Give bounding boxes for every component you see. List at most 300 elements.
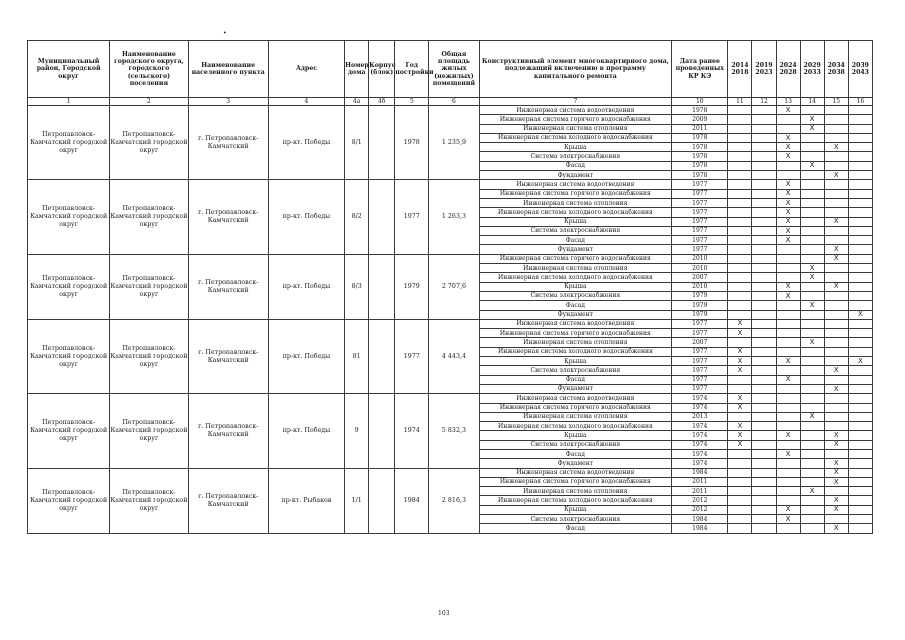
previous-repair-date-cell: 1978 <box>672 143 728 152</box>
period-mark-cell <box>752 124 776 133</box>
house-number-cell: 8/1 <box>345 106 369 180</box>
period-mark-cell <box>800 357 824 366</box>
previous-repair-date-cell: 1977 <box>672 366 728 375</box>
previous-repair-date-cell: 1978 <box>672 171 728 180</box>
element-cell: Инженерная система холодного водоснабжения <box>479 496 672 505</box>
period-mark-cell: X <box>824 431 848 440</box>
element-cell: Инженерная система холодного водоснабжения <box>479 273 672 282</box>
period-mark-cell: X <box>776 217 800 226</box>
period-mark-cell <box>824 422 848 431</box>
period-mark-cell <box>728 468 752 477</box>
column-header: Номер дома <box>345 41 369 98</box>
locality-cell: г. Петропавловск-Камчатский <box>188 468 268 533</box>
period-mark-cell <box>824 403 848 412</box>
period-mark-cell <box>824 301 848 310</box>
previous-repair-date-cell: 2010 <box>672 282 728 291</box>
previous-repair-date-cell: 1978 <box>672 133 728 142</box>
period-mark-cell <box>728 449 752 458</box>
period-mark-cell <box>728 161 752 170</box>
period-mark-cell <box>848 264 872 273</box>
column-header: 2019 2023 <box>752 41 776 98</box>
period-mark-cell: X <box>824 468 848 477</box>
period-mark-cell <box>752 477 776 486</box>
period-mark-cell <box>776 161 800 170</box>
period-mark-cell: X <box>776 208 800 217</box>
period-mark-cell <box>728 496 752 505</box>
period-mark-cell <box>824 338 848 347</box>
period-mark-cell <box>728 505 752 514</box>
element-cell: Система электроснабжения <box>479 291 672 300</box>
column-number: 11 <box>728 98 752 106</box>
period-mark-cell <box>824 264 848 273</box>
period-mark-cell <box>752 505 776 514</box>
element-cell: Инженерная система холодного водоснабжения <box>479 133 672 142</box>
period-mark-cell <box>848 403 872 412</box>
period-mark-cell <box>752 422 776 431</box>
period-mark-cell <box>848 515 872 524</box>
settlement-cell: Петропавловск-Камчатский городской округ <box>110 468 188 533</box>
period-mark-cell <box>728 143 752 152</box>
settlement-cell: Петропавловск-Камчатский городской округ <box>110 319 188 393</box>
area-cell: 1 235,9 <box>429 106 479 180</box>
period-mark-cell <box>728 412 752 421</box>
period-mark-cell <box>848 236 872 245</box>
period-mark-cell <box>752 301 776 310</box>
period-mark-cell: X <box>776 180 800 189</box>
period-mark-cell <box>800 282 824 291</box>
period-mark-cell <box>728 245 752 254</box>
period-mark-cell <box>728 115 752 124</box>
period-mark-cell <box>752 217 776 226</box>
period-mark-cell: X <box>776 505 800 514</box>
previous-repair-date-cell: 1984 <box>672 468 728 477</box>
period-mark-cell <box>800 236 824 245</box>
area-cell: 1 263,3 <box>429 180 479 254</box>
period-mark-cell <box>728 226 752 235</box>
period-mark-cell <box>848 198 872 207</box>
period-mark-cell <box>800 422 824 431</box>
previous-repair-date-cell: 2007 <box>672 273 728 282</box>
period-mark-cell <box>848 384 872 393</box>
period-mark-cell <box>824 449 848 458</box>
period-mark-cell <box>776 329 800 338</box>
period-mark-cell <box>728 198 752 207</box>
period-mark-cell <box>728 273 752 282</box>
period-mark-cell <box>728 217 752 226</box>
period-mark-cell <box>800 384 824 393</box>
period-mark-cell <box>800 254 824 263</box>
period-mark-cell <box>776 347 800 356</box>
settlement-cell: Петропавловск-Камчатский городской округ <box>110 394 188 468</box>
column-number: 6 <box>429 98 479 106</box>
period-mark-cell: X <box>824 524 848 533</box>
period-mark-cell <box>728 208 752 217</box>
element-cell: Инженерная система водоотведения <box>479 319 672 328</box>
period-mark-cell <box>800 291 824 300</box>
period-mark-cell <box>824 106 848 115</box>
period-mark-cell <box>776 115 800 124</box>
period-mark-cell <box>728 515 752 524</box>
period-mark-cell <box>728 254 752 263</box>
previous-repair-date-cell: 2010 <box>672 264 728 273</box>
period-mark-cell <box>848 524 872 533</box>
previous-repair-date-cell: 1974 <box>672 449 728 458</box>
period-mark-cell <box>752 152 776 161</box>
period-mark-cell <box>752 254 776 263</box>
period-mark-cell <box>752 264 776 273</box>
period-mark-cell: X <box>800 264 824 273</box>
period-mark-cell <box>848 301 872 310</box>
period-mark-cell: X <box>776 291 800 300</box>
period-mark-cell <box>752 329 776 338</box>
area-cell: 5 832,3 <box>429 394 479 468</box>
build-year-cell: 1984 <box>395 468 429 533</box>
period-mark-cell <box>848 273 872 282</box>
element-cell: Фундамент <box>479 459 672 468</box>
period-mark-cell <box>824 412 848 421</box>
period-mark-cell <box>752 440 776 449</box>
period-mark-cell <box>752 403 776 412</box>
column-number: 12 <box>752 98 776 106</box>
table-row <box>28 106 873 115</box>
element-cell: Инженерная система холодного водоснабжения <box>479 422 672 431</box>
period-mark-cell: X <box>728 366 752 375</box>
period-mark-cell <box>824 180 848 189</box>
period-mark-cell <box>848 394 872 403</box>
address-cell: пр-кт. Победы <box>268 394 344 468</box>
period-mark-cell: X <box>824 245 848 254</box>
element-cell: Система электроснабжения <box>479 440 672 449</box>
previous-repair-date-cell: 2011 <box>672 487 728 496</box>
period-mark-cell: X <box>776 189 800 198</box>
period-mark-cell <box>776 487 800 496</box>
build-year-cell: 1978 <box>395 106 429 180</box>
block-cell <box>369 468 395 533</box>
period-mark-cell: X <box>776 375 800 384</box>
element-cell: Система электроснабжения <box>479 226 672 235</box>
district-cell: Петропавловск-Камчатский городской округ <box>28 468 110 533</box>
previous-repair-date-cell: 1984 <box>672 524 728 533</box>
period-mark-cell: X <box>728 431 752 440</box>
period-mark-cell: X <box>776 431 800 440</box>
element-cell: Крыша <box>479 282 672 291</box>
period-mark-cell <box>848 180 872 189</box>
period-mark-cell <box>848 171 872 180</box>
block-cell <box>369 319 395 393</box>
period-mark-cell <box>776 403 800 412</box>
build-year-cell: 1977 <box>395 319 429 393</box>
period-mark-cell <box>800 143 824 152</box>
period-mark-cell <box>800 505 824 514</box>
address-cell: пр-кт. Рыбаков <box>268 468 344 533</box>
period-mark-cell: X <box>728 440 752 449</box>
period-mark-cell: X <box>728 319 752 328</box>
previous-repair-date-cell: 1977 <box>672 236 728 245</box>
period-mark-cell <box>800 245 824 254</box>
element-cell: Инженерная система водоотведения <box>479 180 672 189</box>
previous-repair-date-cell: 2012 <box>672 496 728 505</box>
period-mark-cell <box>776 171 800 180</box>
period-mark-cell <box>728 524 752 533</box>
capital-repair-table-sheet <box>27 40 873 534</box>
column-header: Муниципальный район, Городской округ <box>28 41 110 98</box>
previous-repair-date-cell: 1974 <box>672 394 728 403</box>
period-mark-cell <box>752 431 776 440</box>
build-year-cell: 1974 <box>395 394 429 468</box>
locality-cell: г. Петропавловск-Камчатский <box>188 394 268 468</box>
element-cell: Крыша <box>479 217 672 226</box>
element-cell: Система электроснабжения <box>479 366 672 375</box>
period-mark-cell <box>728 384 752 393</box>
previous-repair-date-cell: 1979 <box>672 310 728 319</box>
period-mark-cell <box>728 106 752 115</box>
previous-repair-date-cell: 1977 <box>672 189 728 198</box>
period-mark-cell <box>848 152 872 161</box>
period-mark-cell: X <box>776 106 800 115</box>
period-mark-cell <box>800 375 824 384</box>
block-cell <box>369 254 395 319</box>
district-cell: Петропавловск-Камчатский городской округ <box>28 180 110 254</box>
period-mark-cell: X <box>776 226 800 235</box>
district-cell: Петропавловск-Камчатский городской округ <box>28 394 110 468</box>
column-number: 5 <box>395 98 429 106</box>
period-mark-cell <box>824 226 848 235</box>
period-mark-cell <box>752 226 776 235</box>
period-mark-cell <box>824 375 848 384</box>
period-mark-cell <box>800 226 824 235</box>
period-mark-cell <box>848 189 872 198</box>
element-cell: Система электроснабжения <box>479 152 672 161</box>
period-mark-cell <box>752 375 776 384</box>
period-mark-cell <box>800 449 824 458</box>
column-number: 10 <box>672 98 728 106</box>
period-mark-cell <box>752 496 776 505</box>
period-mark-cell <box>752 198 776 207</box>
previous-repair-date-cell: 1977 <box>672 357 728 366</box>
period-mark-cell <box>824 115 848 124</box>
period-mark-cell <box>776 366 800 375</box>
period-mark-cell <box>752 171 776 180</box>
element-cell: Крыша <box>479 357 672 366</box>
table-header <box>28 41 873 106</box>
settlement-cell: Петропавловск-Камчатский городской округ <box>110 254 188 319</box>
period-mark-cell <box>800 394 824 403</box>
previous-repair-date-cell: 1977 <box>672 226 728 235</box>
period-mark-cell <box>752 291 776 300</box>
district-cell: Петропавловск-Камчатский городской округ <box>28 254 110 319</box>
period-mark-cell: X <box>776 515 800 524</box>
period-mark-cell: X <box>776 449 800 458</box>
period-mark-cell <box>752 487 776 496</box>
period-mark-cell: X <box>776 282 800 291</box>
period-mark-cell <box>848 431 872 440</box>
column-number: 7 <box>479 98 672 106</box>
address-cell: пр-кт. Победы <box>268 319 344 393</box>
period-mark-cell: X <box>800 273 824 282</box>
period-mark-cell <box>848 124 872 133</box>
element-cell: Фасад <box>479 161 672 170</box>
column-header: Наименование населенного пункта <box>188 41 268 98</box>
period-mark-cell <box>800 180 824 189</box>
period-mark-cell: X <box>800 115 824 124</box>
period-mark-cell <box>776 338 800 347</box>
period-mark-cell <box>848 477 872 486</box>
period-mark-cell <box>752 449 776 458</box>
period-mark-cell <box>800 189 824 198</box>
previous-repair-date-cell: 1977 <box>672 319 728 328</box>
period-mark-cell <box>848 115 872 124</box>
element-cell: Фундамент <box>479 245 672 254</box>
period-mark-cell: X <box>776 198 800 207</box>
period-mark-cell <box>824 189 848 198</box>
period-mark-cell <box>800 431 824 440</box>
period-mark-cell <box>848 449 872 458</box>
period-mark-cell <box>728 236 752 245</box>
period-mark-cell: X <box>728 357 752 366</box>
period-mark-cell <box>848 487 872 496</box>
period-mark-cell <box>752 180 776 189</box>
period-mark-cell <box>848 329 872 338</box>
period-mark-cell <box>824 515 848 524</box>
house-number-cell: 9 <box>345 394 369 468</box>
period-mark-cell: X <box>800 301 824 310</box>
period-mark-cell <box>728 282 752 291</box>
column-header: Наименование городского округа, городского (сельского) поселения <box>110 41 188 98</box>
period-mark-cell <box>824 124 848 133</box>
period-mark-cell: X <box>824 505 848 514</box>
previous-repair-date-cell: 2009 <box>672 115 728 124</box>
period-mark-cell <box>824 208 848 217</box>
period-mark-cell: X <box>728 403 752 412</box>
period-mark-cell: X <box>776 357 800 366</box>
period-mark-cell <box>728 180 752 189</box>
table-body <box>28 106 873 534</box>
column-header: 2029 2033 <box>800 41 824 98</box>
period-mark-cell <box>824 198 848 207</box>
period-mark-cell: X <box>728 347 752 356</box>
period-mark-cell <box>800 329 824 338</box>
period-mark-cell <box>752 384 776 393</box>
previous-repair-date-cell: 1978 <box>672 161 728 170</box>
period-mark-cell <box>848 106 872 115</box>
element-cell: Крыша <box>479 505 672 514</box>
period-mark-cell <box>752 515 776 524</box>
element-cell: Фасад <box>479 449 672 458</box>
period-mark-cell <box>800 440 824 449</box>
previous-repair-date-cell: 1984 <box>672 515 728 524</box>
period-mark-cell <box>776 496 800 505</box>
house-number-cell: 8/2 <box>345 180 369 254</box>
period-mark-cell <box>800 347 824 356</box>
column-number: 3 <box>188 98 268 106</box>
period-mark-cell <box>728 459 752 468</box>
period-mark-cell <box>800 477 824 486</box>
period-mark-cell <box>848 282 872 291</box>
area-cell: 4 443,4 <box>429 319 479 393</box>
element-cell: Инженерная система водоотведения <box>479 106 672 115</box>
address-cell: пр-кт. Победы <box>268 106 344 180</box>
period-mark-cell <box>800 171 824 180</box>
period-mark-cell <box>848 217 872 226</box>
period-mark-cell <box>848 338 872 347</box>
period-mark-cell <box>776 524 800 533</box>
period-mark-cell <box>728 375 752 384</box>
period-mark-cell <box>776 384 800 393</box>
column-header: Дата ранее проведенных КР КЭ <box>672 41 728 98</box>
district-cell: Петропавловск-Камчатский городской округ <box>28 106 110 180</box>
element-cell: Инженерная система горячего водоснабжения <box>479 477 672 486</box>
period-mark-cell <box>800 208 824 217</box>
element-cell: Фасад <box>479 236 672 245</box>
period-mark-cell <box>824 133 848 142</box>
period-mark-cell <box>776 440 800 449</box>
period-mark-cell: X <box>728 329 752 338</box>
element-cell: Инженерная система горячего водоснабжения <box>479 254 672 263</box>
address-cell: пр-кт. Победы <box>268 254 344 319</box>
previous-repair-date-cell: 1979 <box>672 301 728 310</box>
period-mark-cell <box>728 477 752 486</box>
period-mark-cell <box>800 310 824 319</box>
period-mark-cell <box>776 459 800 468</box>
period-mark-cell <box>848 347 872 356</box>
period-mark-cell <box>848 459 872 468</box>
column-header: Адрес <box>268 41 344 98</box>
period-mark-cell <box>824 310 848 319</box>
column-number: 1 <box>28 98 110 106</box>
period-mark-cell <box>728 171 752 180</box>
column-header: Общая площадь жилых (нежилых) помещений <box>429 41 479 98</box>
previous-repair-date-cell: 1977 <box>672 375 728 384</box>
house-number-cell: 8/3 <box>345 254 369 319</box>
period-mark-cell <box>848 143 872 152</box>
previous-repair-date-cell: 1974 <box>672 459 728 468</box>
period-mark-cell <box>728 338 752 347</box>
block-cell <box>369 394 395 468</box>
scan-mark: • <box>223 30 227 37</box>
area-cell: 2 707,6 <box>429 254 479 319</box>
period-mark-cell <box>776 310 800 319</box>
element-cell: Фасад <box>479 301 672 310</box>
period-mark-cell: X <box>824 366 848 375</box>
period-mark-cell <box>752 394 776 403</box>
period-mark-cell <box>848 496 872 505</box>
element-cell: Инженерная система отопления <box>479 487 672 496</box>
address-cell: пр-кт. Победы <box>268 180 344 254</box>
period-mark-cell <box>728 310 752 319</box>
period-mark-cell <box>776 254 800 263</box>
period-mark-cell <box>824 152 848 161</box>
period-mark-cell: X <box>800 124 824 133</box>
period-mark-cell <box>728 133 752 142</box>
block-cell <box>369 180 395 254</box>
column-header: 2014 2018 <box>728 41 752 98</box>
period-mark-cell <box>752 524 776 533</box>
previous-repair-date-cell: 1974 <box>672 403 728 412</box>
period-mark-cell <box>728 264 752 273</box>
column-number: 4б <box>369 98 395 106</box>
period-mark-cell <box>848 422 872 431</box>
period-mark-cell <box>776 319 800 328</box>
period-mark-cell: X <box>824 496 848 505</box>
previous-repair-date-cell: 2007 <box>672 338 728 347</box>
previous-repair-date-cell: 1978 <box>672 152 728 161</box>
period-mark-cell: X <box>848 357 872 366</box>
element-cell: Инженерная система горячего водоснабжения <box>479 115 672 124</box>
period-mark-cell <box>752 319 776 328</box>
locality-cell: г. Петропавловск-Камчатский <box>188 180 268 254</box>
period-mark-cell <box>800 152 824 161</box>
period-mark-cell <box>848 254 872 263</box>
